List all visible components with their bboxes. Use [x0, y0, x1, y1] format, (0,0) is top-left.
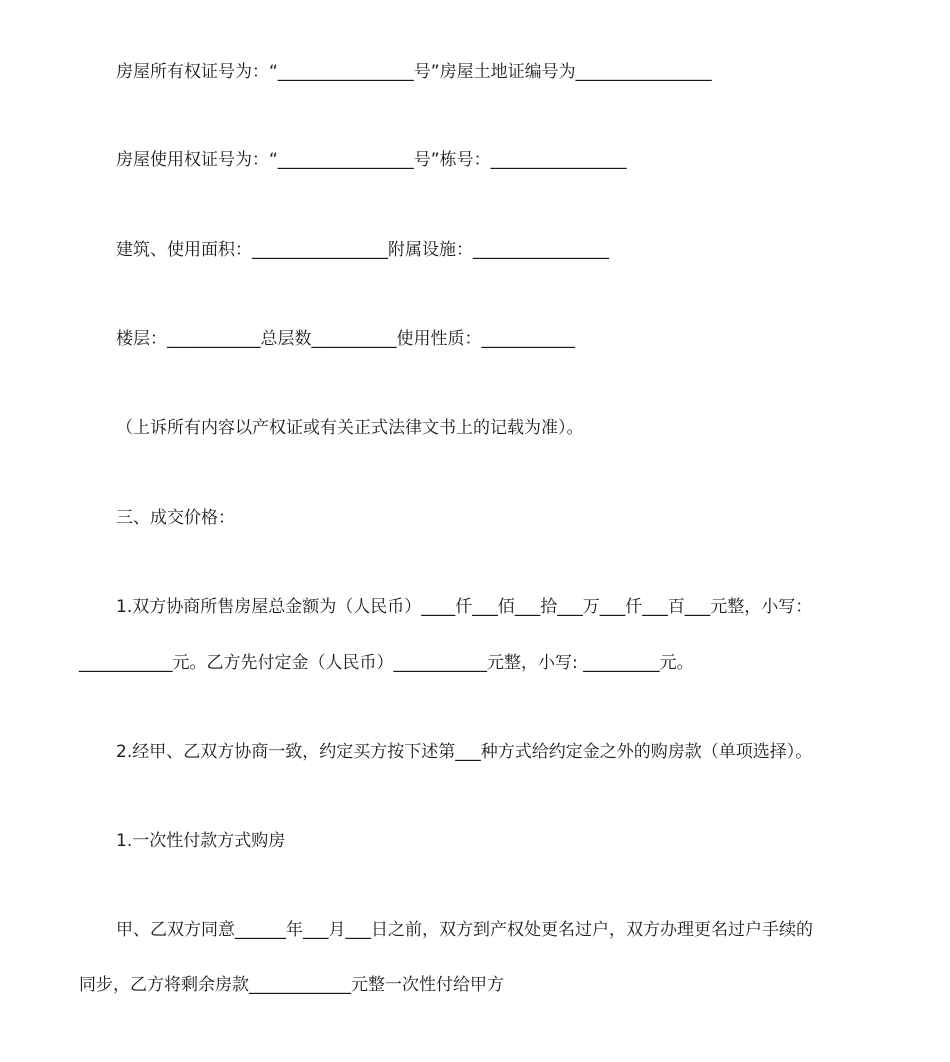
floor-line: 楼层：___________总层数__________使用性质：___________ [116, 329, 575, 349]
transfer-clause-line-2: 同步，乙方将剩余房款____________元整一次性付给甲方 [79, 975, 504, 995]
note-line: （上诉所有内容以产权证或有关正式法律文书上的记载为准）。 [116, 418, 584, 438]
price-clause-line-2: ___________元。乙方先付定金（人民币）___________元整，小写: _________元。 [79, 653, 694, 673]
area-facility-line: 建筑、使用面积：________________附属设施：________________ [116, 240, 609, 260]
section-heading: 三、成交价格： [116, 508, 235, 528]
use-right-cert-line: 房屋使用权证号为：“________________号”栋号：________________ [116, 150, 627, 170]
ownership-cert-line: 房屋所有权证号为：“________________号”房屋土地证编号为________________ [116, 62, 712, 82]
price-clause-line-1: 1.双方协商所售房屋总金额为（人民币）____仟___佰___拾___万___仟___百___元整，小写： [116, 597, 813, 617]
transfer-clause-line-1: 甲、乙双方同意______年___月___日之前，双方到产权处更名过户，双方办理更名过户手续的 [116, 920, 813, 940]
payment-method-clause: 2.经甲、乙双方协商一致，约定买方按下述第___种方式给约定金之外的购房款（单项选择）。 [116, 742, 813, 762]
lump-sum-heading: 1.一次性付款方式购房 [116, 831, 286, 851]
